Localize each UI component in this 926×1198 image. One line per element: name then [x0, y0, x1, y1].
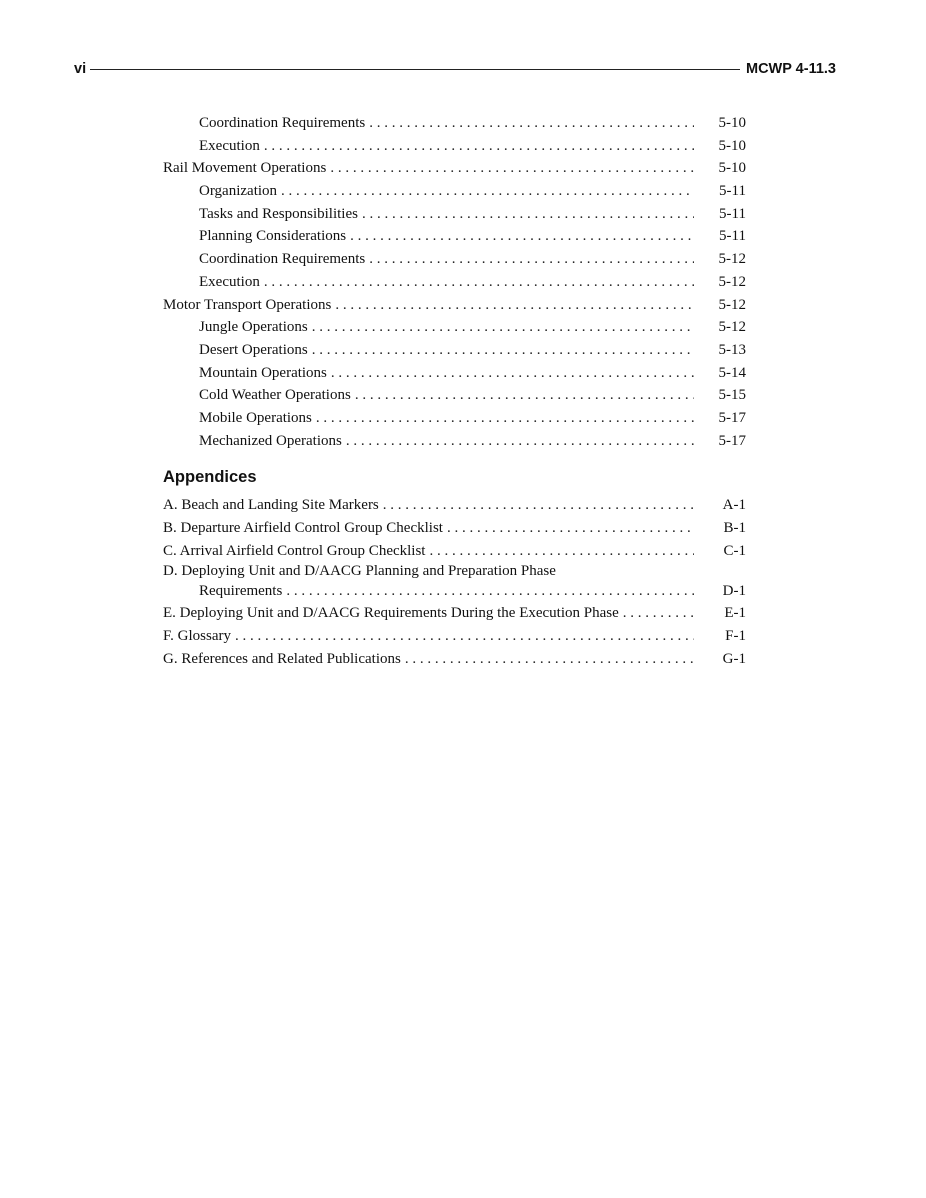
- dot-leader: [346, 430, 694, 453]
- toc-entry[interactable]: [163, 316, 746, 339]
- toc-entry-title: Mobile Operations: [199, 409, 312, 426]
- toc-entry[interactable]: [163, 540, 746, 563]
- toc-appendix-entries: [163, 494, 746, 670]
- toc-entry-page: 5-15: [718, 387, 746, 404]
- publication-id: MCWP 4-11.3: [746, 61, 836, 77]
- toc-entry-title: Motor Transport Operations: [163, 296, 332, 313]
- dot-leader: [286, 581, 694, 602]
- toc-entry-page: 5-12: [718, 319, 746, 336]
- dot-leader: [331, 362, 694, 385]
- toc-entry-page: 5-10: [718, 137, 746, 154]
- dot-leader: [355, 384, 694, 407]
- toc-entry[interactable]: [163, 271, 746, 294]
- dot-leader: [429, 540, 694, 563]
- toc-entry[interactable]: [163, 157, 746, 180]
- toc-entry[interactable]: [163, 602, 746, 625]
- dot-leader: [330, 157, 694, 180]
- toc-entry-page: F-1: [725, 628, 746, 645]
- toc-entry[interactable]: [163, 294, 746, 317]
- page-header: [74, 58, 836, 80]
- toc-entry-title: Rail Movement Operations: [163, 160, 327, 177]
- toc-entry-page: 5-10: [718, 160, 746, 177]
- toc-entry[interactable]: [163, 135, 746, 158]
- toc-entry[interactable]: [163, 430, 746, 453]
- toc-entry-page: C-1: [723, 542, 746, 559]
- toc-entry[interactable]: [163, 581, 746, 602]
- toc-entry[interactable]: [163, 180, 746, 203]
- toc-entry[interactable]: [163, 203, 746, 226]
- toc-entry-page: A-1: [722, 497, 746, 514]
- toc-entry-title: Organization: [199, 183, 278, 200]
- toc-entry-page: 5-12: [718, 251, 746, 268]
- toc-entry-title: B. Departure Airfield Control Group Checklist: [163, 520, 443, 536]
- toc-entry-title: Requirements: [199, 583, 283, 600]
- dot-leader: [335, 294, 694, 317]
- dot-leader: [281, 180, 694, 203]
- toc-entry-title: Planning Considerations: [199, 228, 347, 245]
- dot-leader: [405, 648, 694, 671]
- toc-entry-page: 5-12: [718, 273, 746, 290]
- dot-leader: [383, 494, 694, 517]
- toc-entry-title: G. References and Related Publications: [163, 650, 401, 667]
- toc-entry[interactable]: [163, 339, 746, 362]
- toc-entry-page: 5-13: [718, 341, 746, 358]
- toc-entry-page: 5-14: [718, 364, 746, 381]
- toc-entry-title: Coordination Requirements: [199, 115, 366, 131]
- toc-entry[interactable]: [163, 384, 746, 407]
- toc-entry-page: 5-17: [718, 409, 746, 426]
- toc-entry-title: C. Arrival Airfield Control Group Checklist: [163, 542, 426, 559]
- toc-entry-title: Jungle Operations: [199, 319, 308, 336]
- toc-entry[interactable]: [163, 112, 746, 135]
- dot-leader: [350, 225, 694, 248]
- dot-leader: [264, 271, 694, 294]
- toc-entry-page: 5-10: [718, 115, 746, 131]
- dot-leader: [369, 248, 694, 271]
- toc-entry-title: Coordination Requirements: [199, 251, 366, 268]
- toc-entry[interactable]: [163, 648, 746, 671]
- appendices-heading: Appendices: [163, 468, 257, 487]
- toc-entry-page: 5-11: [719, 228, 746, 245]
- toc-entry-title: Desert Operations: [199, 341, 308, 358]
- toc-entry[interactable]: [163, 494, 746, 517]
- dot-leader: [316, 407, 694, 430]
- dot-leader: [312, 316, 694, 339]
- toc-entry-title: Tasks and Responsibilities: [199, 205, 358, 222]
- toc-entry-title: E. Deploying Unit and D/AACG Requirements During the Execution Phase: [163, 605, 619, 622]
- dot-leader: [369, 112, 694, 135]
- dot-leader: [447, 517, 694, 540]
- toc-entry[interactable]: [163, 407, 746, 430]
- toc-entry[interactable]: [163, 517, 746, 540]
- toc-entry[interactable]: [163, 248, 746, 271]
- toc-entry-title: Execution: [199, 137, 260, 154]
- toc-entry-title: Mountain Operations: [199, 364, 327, 381]
- toc-entry-page: G-1: [722, 650, 746, 667]
- toc-entry-page: D-1: [722, 583, 746, 600]
- toc-entry[interactable]: [163, 225, 746, 248]
- toc-entry-page: 5-11: [719, 183, 746, 200]
- table-of-contents: [163, 112, 746, 670]
- toc-entry-title-line1[interactable]: D. Deploying Unit and D/AACG Planning and Preparation Phase: [163, 563, 556, 580]
- dot-leader: [235, 625, 694, 648]
- toc-entry-page: 5-11: [719, 205, 746, 222]
- toc-entry[interactable]: [163, 362, 746, 385]
- dot-leader: [362, 203, 694, 226]
- dot-leader: [312, 339, 694, 362]
- toc-entry[interactable]: [163, 625, 746, 648]
- dot-leader: [264, 135, 694, 158]
- toc-entry-title: A. Beach and Landing Site Markers: [163, 497, 379, 514]
- header-rule: [90, 69, 740, 70]
- page-number: vi: [74, 61, 87, 77]
- toc-entry-page: 5-17: [718, 432, 746, 449]
- toc-entry-title: F. Glossary: [163, 628, 231, 645]
- toc-entry-title: Cold Weather Operations: [199, 387, 351, 404]
- toc-entry-title: Execution: [199, 273, 260, 290]
- toc-chapter-entries: [163, 112, 746, 452]
- toc-entry-page: E-1: [724, 605, 746, 622]
- dot-leader: [623, 602, 694, 625]
- toc-entry-page: B-1: [723, 520, 746, 536]
- toc-entry-page: 5-12: [718, 296, 746, 313]
- toc-entry-title: Mechanized Operations: [199, 432, 342, 449]
